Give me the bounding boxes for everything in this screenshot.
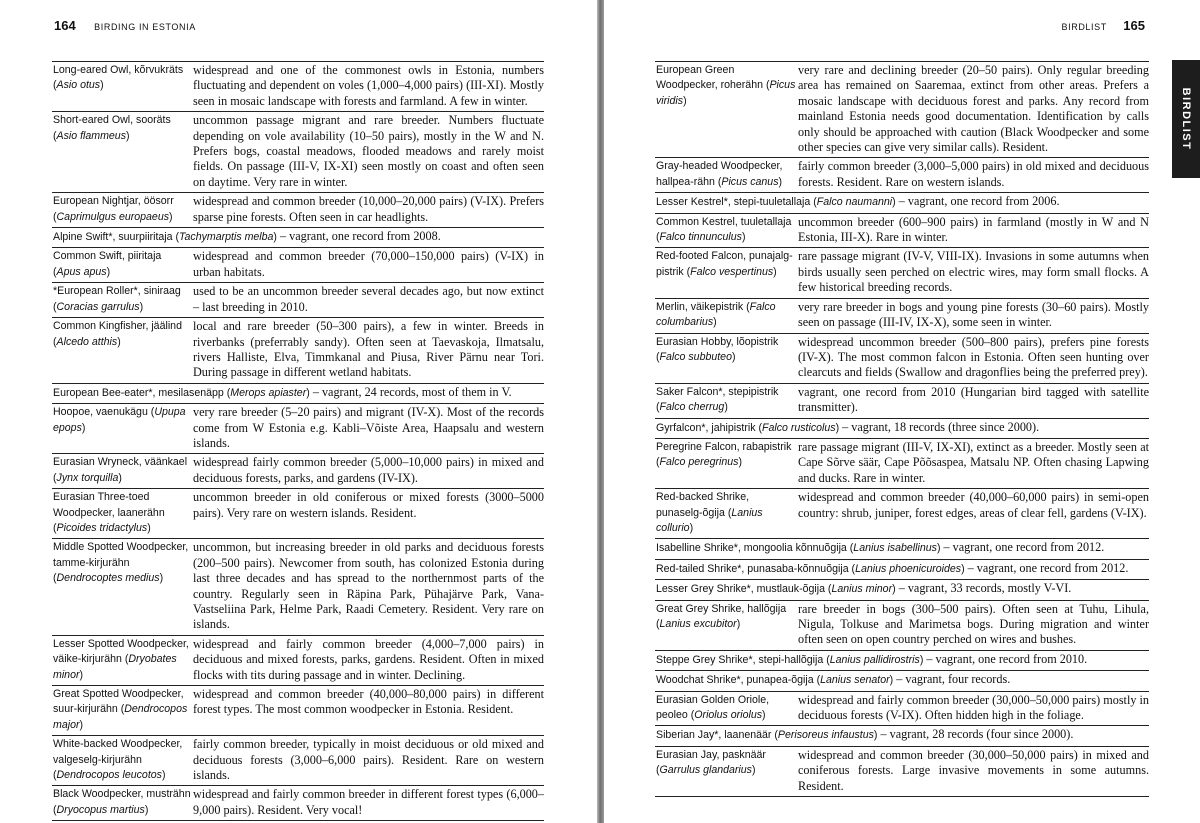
species-name: European Nightjar, öösorr	[53, 195, 174, 208]
paren-close: )	[724, 401, 728, 414]
left-page-header	[54, 17, 196, 35]
species-name: Long-eared Owl, kõrvukräts	[53, 64, 184, 76]
species-row	[655, 580, 1149, 600]
species-entry: Alpine Swift*, suurpiiritaja (Tachymarptis melba) – vagrant, one record from 2008.	[53, 229, 441, 244]
scientific-name: Jynx torquilla	[56, 471, 119, 484]
species-description: widespread and one of the commonest owls in Estonia, numbers fluctuating and dependent on voles (1,000–4,000 pairs) (III-XI). Mostly seen in mosaic landscape with forests and farmland. A few in winter.	[193, 63, 544, 108]
species-row	[52, 454, 544, 489]
paren-close: )	[139, 300, 144, 313]
species-name: *European Roller*, siniraag	[53, 285, 181, 298]
species-entry: Steppe Grey Shrike*, stepi-hallõgija (Lanius pallidirostris) – vagrant, one record from 2010.	[656, 651, 1088, 666]
species-name-cell: Eurasian Jay, pasknäär (Garrulus glandarius)	[656, 748, 766, 777]
species-name: Steppe Grey Shrike*, stepi-hallõgija	[656, 653, 827, 666]
scientific-name: Falco vespertinus	[690, 265, 774, 278]
paren-close: )	[835, 421, 840, 434]
species-entry: European Bee-eater*, mesilasenäpp (Merops apiaster) – vagrant, 24 records, most of them in V.	[53, 384, 512, 399]
species-name-cell: Merlin, väikepistrik (Falco columbarius)	[656, 300, 776, 329]
species-name: Red-footed Falcon, punajalg-pistrik	[656, 250, 793, 278]
species-name-cell: Middle Spotted Woodpecker, tamme-kirjurähn (Dendrocoptes medius)	[53, 541, 189, 585]
species-name-cell: Eurasian Hobby, lõopistrik (Falco subbuteo)	[656, 335, 779, 363]
paren-close: )	[751, 764, 756, 777]
section-tab	[1172, 60, 1200, 178]
species-name-cell: Peregrine Falcon, rabapistrik (Falco peregrinus)	[656, 440, 792, 469]
species-description: widespread and common breeder (10,000–20,000 pairs) (V-IX). Prefers sparse pine forests. Often seen in car headlights.	[193, 194, 544, 224]
species-name-cell: Great Grey Shrike, hallõgija (Lanius excubitor)	[656, 602, 787, 630]
species-entry: Gyrfalcon*, jahipistrik (Falco rusticolus) – vagrant, 18 records (three since 2000).	[656, 419, 1040, 434]
species-row	[52, 228, 544, 248]
species-name-cell: Saker Falcon*, stepipistrik (Falco cherrug)	[656, 385, 779, 414]
species-name: Merlin, väikepistrik	[656, 300, 747, 313]
species-description: widespread and fairly common breeder (30,000–50,000 pairs) mostly in deciduous forests (V-IX). Often hidden high in the foliage.	[798, 692, 1149, 723]
species-row	[655, 489, 1149, 539]
species-name: Siberian Jay*, laanenäär	[656, 729, 775, 742]
species-description: widespread and common breeder (40,000–60,000 pairs) in semi-open country: shrub, juniper, forest edges, areas of clear fell, gardens (V-IX).	[798, 490, 1149, 520]
paren-close: )	[889, 674, 894, 687]
scientific-name: Apus apus	[56, 265, 107, 278]
species-name-cell: European Green Woodpecker, roherähn (Picus viridis)	[656, 64, 796, 107]
species-entry: Lesser Kestrel*, stepi-tuuletallaja (Falco naumanni) – vagrant, one record from 2006.	[656, 194, 1060, 209]
species-row	[655, 692, 1149, 727]
paren-close: )	[936, 542, 941, 555]
species-row	[52, 786, 544, 821]
species-row	[655, 62, 1149, 158]
species-row	[52, 539, 544, 635]
scientific-name: Lanius phoenicuroides	[855, 562, 962, 575]
scientific-name: Falco columbarius	[656, 300, 776, 329]
species-row	[655, 439, 1149, 489]
species-name: European Green Woodpecker, roherähn	[656, 64, 766, 92]
species-row	[655, 560, 1149, 580]
species-row	[52, 62, 544, 112]
species-description: rare passage migrant (III-V, IX-XI), extinct as a breeder. Mostly seen at Cape Sõrve säär, Cape Põõsaspea, Matsalu NP. Often chasing Lapwing and ducks. Rare in winter.	[798, 439, 1149, 485]
left-page	[0, 0, 597, 823]
species-name: Middle Spotted Woodpecker, tamme-kirjurähn	[53, 541, 189, 569]
species-description: vagrant, one record from 2010 (Hungarian bird tagged with satellite transmitter).	[798, 384, 1149, 415]
paren-close: )	[762, 709, 766, 722]
species-row	[52, 112, 544, 193]
species-description: – vagrant, one record from 2012.	[940, 540, 1105, 555]
species-row	[655, 214, 1149, 249]
species-name: Isabelline Shrike*, mongoolia kõnnuõgija	[656, 542, 850, 555]
species-description: widespread and common breeder (70,000–150,000 pairs) (V-IX) in urban habitats.	[193, 249, 544, 279]
species-name: Eurasian Jay, pasknäär	[656, 748, 766, 761]
species-description: fairly common breeder, typically in moist deciduous or old mixed and deciduous forests (3,000–6,000 pairs). Resident. Rare on western islands.	[193, 737, 544, 783]
scientific-name: Oriolus oriolus	[694, 709, 763, 722]
species-description: rare passage migrant (IV-V, VIII-IX). Invasions in some autumns when birds usually seen perched on electric wires, may form small flocks. A few historical breeding records.	[798, 249, 1149, 295]
species-row	[655, 747, 1149, 797]
paren-close: )	[961, 562, 965, 575]
paren-close: )	[731, 350, 736, 363]
species-name: Red-tailed Shrike*, punasaba-kõnnuõgija	[656, 562, 852, 575]
scientific-name: Lanius minor	[831, 583, 893, 596]
page-number: 164	[54, 18, 76, 33]
species-name-cell: Common Swift, piiritaja (Apus apus)	[53, 250, 162, 278]
paren-close: )	[778, 175, 783, 188]
paren-close: )	[713, 316, 717, 329]
species-name: Lesser Spotted Woodpecker, väike-kirjurähn	[53, 637, 189, 666]
paren-close: )	[100, 79, 104, 92]
scientific-name: Garrulus glandarius	[659, 764, 752, 777]
species-name-cell: Eurasian Wryneck, väänkael (Jynx torquilla)	[53, 456, 188, 484]
species-name-cell: Long-eared Owl, kõrvukräts (Asio otus)	[53, 64, 184, 92]
paren-close: )	[738, 456, 742, 469]
scientific-name: Falco naumanni	[816, 196, 893, 209]
scientific-name: Falco peregrinus	[659, 456, 739, 469]
species-entry: Red-tailed Shrike*, punasaba-kõnnuõgija (Lanius phoenicuroides) – vagrant, one record from 2012.	[656, 560, 1129, 575]
scientific-name: Falco tinnunculus	[659, 231, 742, 244]
scientific-name: Falco rusticolus	[761, 421, 836, 434]
paren-close: )	[273, 231, 277, 244]
species-name: Saker Falcon*, stepipistrik	[656, 385, 779, 398]
scientific-name: Lanius pallidirostris	[829, 653, 920, 666]
species-description: very rare breeder in bogs and young pine forests (30–60 pairs). Mostly seen on passage (III-IV, IX-X), some seen in winter.	[798, 299, 1149, 330]
species-name-cell: Common Kingfisher, jäälind (Alcedo atthis)	[53, 320, 182, 348]
scientific-name: Asio otus	[56, 79, 101, 92]
species-description: – vagrant, 28 records (four since 2000).	[877, 727, 1074, 742]
paren-close: )	[126, 129, 130, 142]
paren-close: )	[117, 335, 121, 348]
species-description: – vagrant, one record from 2012.	[964, 560, 1129, 575]
right-page-header	[1062, 17, 1145, 35]
scientific-name: Dendrocopos leucotos	[56, 769, 162, 782]
species-description: – vagrant, four records.	[893, 672, 1011, 687]
species-row	[52, 193, 544, 228]
page-number: 165	[1123, 18, 1145, 33]
paren-close: )	[79, 718, 84, 731]
paren-close: )	[106, 265, 111, 278]
scientific-name: Alcedo atthis	[56, 335, 118, 348]
species-entry: Lesser Grey Shrike*, mustlauk-õgija (Lanius minor) – vagrant, 33 records, mostly V-VI.	[656, 581, 1072, 596]
species-description: – vagrant, 33 records, mostly V-VI.	[895, 581, 1072, 596]
species-entry: Siberian Jay*, laanenäär (Perisoreus infaustus) – vagrant, 28 records (four since 2000).	[656, 727, 1074, 742]
species-row	[52, 404, 544, 454]
species-description: used to be an uncommon breeder several decades ago, but now extinct – last breeding in 2010.	[193, 284, 544, 314]
scientific-name: Falco cherrug	[659, 401, 725, 414]
species-description: – vagrant, one record from 2006.	[895, 194, 1060, 209]
species-description: uncommon, but increasing breeder in old parks and deciduous forests (200–500 pairs). Newcomer from south, has colonized Estonia during last three decades and has spread to the northernmost parts of the country. Regularly seen in Räpina Park, Pühajärve Park, Vana-Vastseliina Park, Helme Park, Raadi Cemetery. Resident. Very rare on islands.	[193, 540, 544, 632]
species-description: – vagrant, one record from 2008.	[276, 229, 441, 244]
scientific-name: Dryocopus martius	[56, 803, 145, 816]
scientific-name: Lanius isabellinus	[853, 542, 937, 555]
species-name: Lesser Grey Shrike*, mustlauk-õgija	[656, 583, 828, 596]
species-name-cell: Great Spotted Woodpecker, suur-kirjurähn (Dendrocopos major)	[53, 688, 188, 731]
paren-close: )	[79, 668, 84, 681]
species-row	[52, 736, 544, 786]
scientific-name: Dendrocoptes medius	[56, 572, 160, 585]
species-row	[655, 299, 1149, 334]
species-name-cell: Eurasian Golden Oriole, peoleo (Oriolus oriolus)	[656, 693, 770, 722]
species-entry: Isabelline Shrike*, mongoolia kõnnuõgija (Lanius isabellinus) – vagrant, one record from 2012.	[656, 540, 1105, 555]
species-name-cell: Common Kestrel, tuuletallaja (Falco tinnunculus)	[656, 215, 792, 244]
species-name-cell: Black Woodpecker, musträhn (Dryocopus martius)	[53, 788, 191, 816]
species-name: Common Kestrel, tuuletallaja	[656, 215, 792, 228]
species-name: Gyrfalcon*, jahipistrik	[656, 421, 759, 434]
species-description: fairly common breeder (3,000–5,000 pairs) in old mixed and deciduous forests. Resident. Rare on western islands.	[798, 159, 1149, 189]
species-description: local and rare breeder (50–300 pairs), a few in winter. Breeds in riverbanks (preferrably sandy). Often seen at Taevaskoja, Ilmatsalu, rivers Halliste, Elva, Timmkanal and Piusa, River Pärnu near Tori. During passage in different wetland habitats.	[193, 319, 544, 380]
paren-close: )	[161, 769, 166, 782]
species-name: Alpine Swift*, suurpiiritaja	[53, 231, 176, 244]
section-tab-label: BIRDLIST	[1180, 87, 1192, 151]
species-name: Common Swift, piiritaja	[53, 250, 162, 263]
species-description: very rare breeder (5–20 pairs) and migrant (IV-X). Most of the records come from W Estonia e.g. Kabli–Võiste Area, Haapsalu and western islands.	[193, 405, 544, 450]
scientific-name: Tachymarptis melba	[179, 231, 274, 244]
species-description: rare breeder in bogs (300–500 pairs). Often seen at Tuhu, Lihula, Nigula, Tolkuse and Marimetsa bogs. During migration and winter often seen on open country perched on wires and bushes.	[798, 601, 1149, 647]
species-name-cell: Eurasian Three-toed Woodpecker, laanerähn (Picoides tridactylus)	[53, 491, 165, 534]
species-description: – vagrant, one record from 2010.	[923, 651, 1088, 666]
paren-close: )	[689, 521, 694, 534]
species-row	[655, 419, 1149, 439]
species-description: – vagrant, 24 records, most of them in V.	[309, 384, 512, 399]
species-description: widespread fairly common breeder (5,000–10,000 pairs) in mixed and deciduous forests, parks, and gardens (IV-IX).	[193, 455, 544, 485]
species-description: widespread and common breeder (30,000–50,000 pairs) in mixed and coniferous forests. Large invasive movements in some autumns. Resident.	[798, 747, 1149, 793]
scientific-name: Picoides tridactylus	[56, 521, 148, 534]
paren-close: )	[118, 471, 122, 484]
species-name-cell: Hoopoe, vaenukägu (Upupa epops)	[53, 406, 186, 434]
scientific-name: Picus canus	[721, 175, 779, 188]
species-description: widespread and common breeder (40,000–80,000 pairs) in different forest types. The most common woodpecker in Estonia. Resident.	[193, 687, 544, 717]
species-entry: Woodchat Shrike*, punapea-õgija (Lanius senator) – vagrant, four records.	[656, 672, 1011, 687]
species-row	[655, 334, 1149, 384]
species-row	[655, 651, 1149, 671]
scientific-name: Lanius senator	[820, 674, 890, 687]
species-description: widespread and fairly common breeder (4,000–7,000 pairs) in deciduous and mixed forests, parks, gardens. Resident. Often in mixed flocks with tits during passage and in winter. Declining.	[193, 636, 544, 682]
species-name-cell: Lesser Spotted Woodpecker, väike-kirjurähn (Dryobates minor)	[53, 637, 189, 681]
species-table	[52, 61, 544, 821]
species-name-cell: Short-eared Owl, sooräts (Asio flammeus)	[53, 114, 171, 142]
species-name: Eurasian Golden Oriole, peoleo	[656, 693, 770, 722]
species-description: – vagrant, 18 records (three since 2000).	[839, 419, 1040, 434]
species-name-cell: Red-backed Shrike, punaselg-õgija (Lanius collurio)	[656, 491, 763, 534]
paren-close: )	[892, 583, 896, 596]
paren-close: )	[892, 196, 896, 209]
species-row	[52, 489, 544, 539]
species-row	[655, 248, 1149, 298]
species-description: uncommon breeder (600–900 pairs) in farmland (mostly in W and N Estonia, III-X). Rare in winter.	[798, 214, 1149, 245]
species-row	[52, 384, 544, 404]
species-description: very rare and declining breeder (20–50 pairs). Only regular breeding area has remained on Saaremaa, extinct from other areas. Prefers a mosaic landscape with deciduous forest and parks. Any record from mainland Estonia needs good documentation. Identification by calls only should be approached with caution (Black Woodpecker and some other species can give very similar calls). Resident.	[798, 63, 1149, 155]
scientific-name: Picus viridis	[656, 79, 796, 107]
species-row	[655, 539, 1149, 559]
species-row	[655, 671, 1149, 691]
species-name-cell: European Nightjar, öösorr (Caprimulgus europaeus)	[53, 195, 174, 223]
paren-close: )	[741, 231, 746, 244]
running-title: BIRDLIST	[1061, 22, 1107, 32]
scientific-name: Falco subbuteo	[659, 350, 732, 363]
species-description: uncommon breeder in old coniferous or mixed forests (3000–5000 pairs). Very rare on western islands. Resident.	[193, 490, 544, 520]
scientific-name: Upupa epops	[53, 406, 186, 434]
running-title: BIRDING IN ESTONIA	[94, 22, 196, 32]
species-name: Short-eared Owl, sooräts	[53, 114, 171, 127]
species-name: Great Grey Shrike, hallõgija	[656, 602, 787, 615]
species-name: Eurasian Three-toed Woodpecker, laanerähn	[53, 491, 165, 519]
species-name: Woodchat Shrike*, punapea-õgija	[656, 674, 817, 687]
species-name-cell: *European Roller*, siniraag (Coracias garrulus)	[53, 285, 181, 313]
paren-close: )	[159, 572, 164, 585]
paren-close: )	[169, 210, 173, 223]
species-row	[655, 601, 1149, 651]
species-row	[655, 384, 1149, 419]
species-name: White-backed Woodpecker, valgeselg-kirjurähn	[53, 738, 183, 766]
scientific-name: Merops apiaster	[230, 386, 307, 399]
scientific-name: Lanius collurio	[656, 506, 763, 534]
scientific-name: Asio flammeus	[56, 129, 127, 142]
species-name-cell: Red-footed Falcon, punajalg-pistrik (Falco vespertinus)	[656, 250, 793, 278]
species-row	[52, 636, 544, 686]
paren-close: )	[683, 94, 687, 107]
species-name: Eurasian Wryneck, väänkael	[53, 456, 188, 469]
species-name: Eurasian Hobby, lõopistrik	[656, 335, 779, 348]
species-name-cell: Gray-headed Woodpecker, hallpea-rähn (Picus canus)	[656, 160, 783, 188]
species-row	[655, 158, 1149, 193]
species-row	[52, 686, 544, 736]
species-row	[655, 726, 1149, 746]
species-name: European Bee-eater*, mesilasenäpp	[53, 386, 227, 399]
paren-close: )	[144, 803, 149, 816]
species-name: Great Spotted Woodpecker, suur-kirjurähn	[53, 688, 184, 716]
scientific-name: Caprimulgus europaeus	[56, 210, 170, 223]
species-name-cell: White-backed Woodpecker, valgeselg-kirjurähn (Dendrocopos leucotos)	[53, 738, 183, 782]
species-table	[655, 61, 1149, 797]
right-page	[604, 0, 1200, 823]
book-gutter	[597, 0, 604, 823]
scientific-name: Coracias garrulus	[56, 300, 140, 313]
paren-close: )	[306, 386, 310, 399]
species-name: Common Kingfisher, jäälind	[53, 320, 182, 333]
species-row	[655, 193, 1149, 213]
species-row	[52, 248, 544, 283]
paren-close: )	[736, 618, 741, 630]
species-description: widespread uncommon breeder (500–800 pairs), prefers pine forests (IV-X). The most common falcon in Estonia. Often seen hunting over clearcuts and fields (Swallow and dragonflies being the preferred prey).	[798, 334, 1149, 380]
species-name: Black Woodpecker, musträhn	[53, 788, 191, 801]
species-description: widespread and fairly common breeder in different forest types (6,000–9,000 pairs). Resident. Very vocal!	[193, 787, 544, 817]
species-row	[52, 318, 544, 384]
species-description: uncommon passage migrant and rare breeder. Numbers fluctuate depending on vole availability (10–50 pairs), mostly in the W and N. Prefers bogs, coastal meadows, flooded meadows and rarely moist fields. On passage (III-V, IX-XI) seen mostly on coast and often seen on daytime. Very rare in winter.	[193, 113, 544, 189]
paren-close: )	[81, 421, 86, 434]
scientific-name: Dendrocopos major	[53, 703, 188, 731]
paren-close: )	[147, 521, 151, 534]
species-name: Red-backed Shrike, punaselg-õgija	[656, 491, 750, 519]
species-name: Peregrine Falcon, rabapistrik	[656, 440, 792, 453]
species-name: Gray-headed Woodpecker, hallpea-rähn	[656, 160, 783, 188]
scientific-name: Dryobates minor	[53, 653, 177, 681]
species-name: Lesser Kestrel*, stepi-tuuletallaja	[656, 196, 814, 209]
scientific-name: Lanius excubitor	[659, 618, 737, 630]
species-name: Hoopoe, vaenukägu	[53, 406, 151, 419]
scientific-name: Perisoreus infaustus	[777, 729, 874, 742]
paren-close: )	[773, 265, 777, 278]
species-row	[52, 283, 544, 318]
paren-close: )	[919, 653, 924, 666]
paren-close: )	[873, 729, 878, 742]
